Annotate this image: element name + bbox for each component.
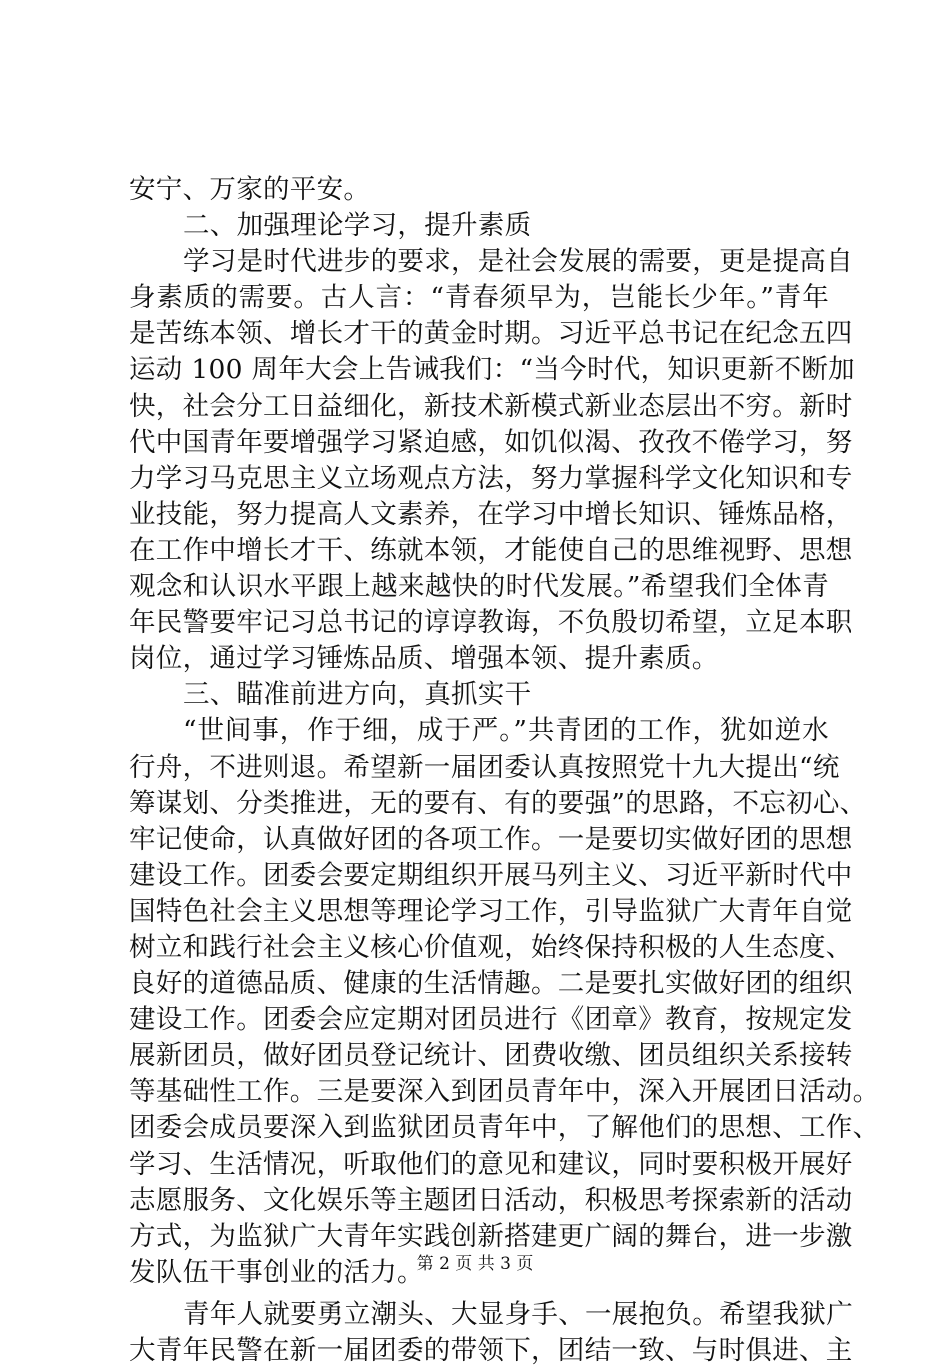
text-line: 业技能，努力提高人文素养，在学习中增长知识、锤炼品格，	[129, 498, 853, 530]
text-line: 在工作中增长才干、练就本领，才能使自己的思维视野、思想	[129, 534, 853, 566]
text-line: 安宁、万家的平安。	[129, 174, 371, 205]
text-line: 岗位，通过学习锤炼品质、增强本领、提升素质。	[129, 643, 719, 675]
document-body	[129, 172, 880, 1369]
text-line: 三、瞄准前进方向，真抓实干	[183, 679, 532, 711]
text-line: 观念和认识水平跟上越来越快的时代发展。”希望我们全体青	[129, 571, 829, 603]
text-line: 身素质的需要。古人言：“青春须早为，岂能长少年。”青年	[129, 282, 829, 314]
text-line: “世间事，作于细，成于严。”共青团的工作，犹如逆水	[183, 715, 829, 747]
text-line: 等基础性工作。三是要深入到团员青年中，深入开展团日活动。	[129, 1076, 880, 1108]
text-line: 二、加强理论学习，提升素质	[183, 210, 532, 242]
text-line: 牢记使命，认真做好团的各项工作。一是要切实做好团的思想	[129, 823, 853, 855]
text-line: 建设工作。团委会应定期对团员进行《团章》教育，按规定发	[129, 1004, 853, 1036]
text-line: 发队伍干事创业的活力。	[129, 1256, 424, 1288]
text-line: 运动 100 周年大会上告诫我们：“当今时代，知识更新不断加	[129, 354, 855, 386]
text-line: 方式，为监狱广大青年实践创新搭建更广阔的舞台，进一步激	[129, 1220, 853, 1252]
text-line: 团委会成员要深入到监狱团员青年中，了解他们的思想、工作、	[129, 1112, 880, 1144]
text-line: 代中国青年要增强学习紧迫感，如饥似渴、孜孜不倦学习，努	[129, 426, 853, 458]
text-line: 展新团员，做好团员登记统计、团费收缴、团员组织关系接转	[129, 1040, 853, 1072]
page-footer: 第 2 页 共 3 页	[416, 1254, 534, 1274]
text-line: 是苦练本领、增长才干的黄金时期。习近平总书记在纪念五四	[129, 318, 853, 350]
text-line: 力学习马克思主义立场观点方法，努力掌握科学文化知识和专	[129, 462, 853, 494]
text-line: 良好的道德品质、健康的生活情趣。二是要扎实做好团的组织	[129, 968, 853, 1000]
text-line: 建设工作。团委会要定期组织开展马列主义、习近平新时代中	[129, 859, 853, 891]
text-line: 学习、生活情况，听取他们的意见和建议，同时要积极开展好	[129, 1148, 853, 1180]
text-line: 国特色社会主义思想等理论学习工作，引导监狱广大青年自觉	[129, 895, 853, 927]
text-line: 年民警要牢记习总书记的谆谆教诲，不负殷切希望，立足本职	[129, 607, 853, 639]
text-line: 志愿服务、文化娱乐等主题团日活动，积极思考探索新的活动	[129, 1184, 853, 1216]
text-line: 筹谋划、分类推进，无的要有、有的要强”的思路，不忘初心、	[129, 787, 867, 819]
text-line: 学习是时代进步的要求，是社会发展的需要，更是提高自	[183, 246, 853, 278]
text-line: 行舟，不进则退。希望新一届团委认真按照党十九大提出“统	[129, 751, 840, 783]
text-line: 大青年民警在新一届团委的带领下，团结一致、与时俱进、主	[129, 1335, 853, 1366]
text-line: 树立和践行社会主义核心价值观，始终保持积极的人生态度、	[129, 931, 853, 963]
text-line: 快，社会分工日益细化，新技术新模式新业态层出不穷。新时	[129, 390, 853, 422]
text-line: 青年人就要勇立潮头、大显身手、一展抱负。希望我狱广	[183, 1298, 853, 1330]
